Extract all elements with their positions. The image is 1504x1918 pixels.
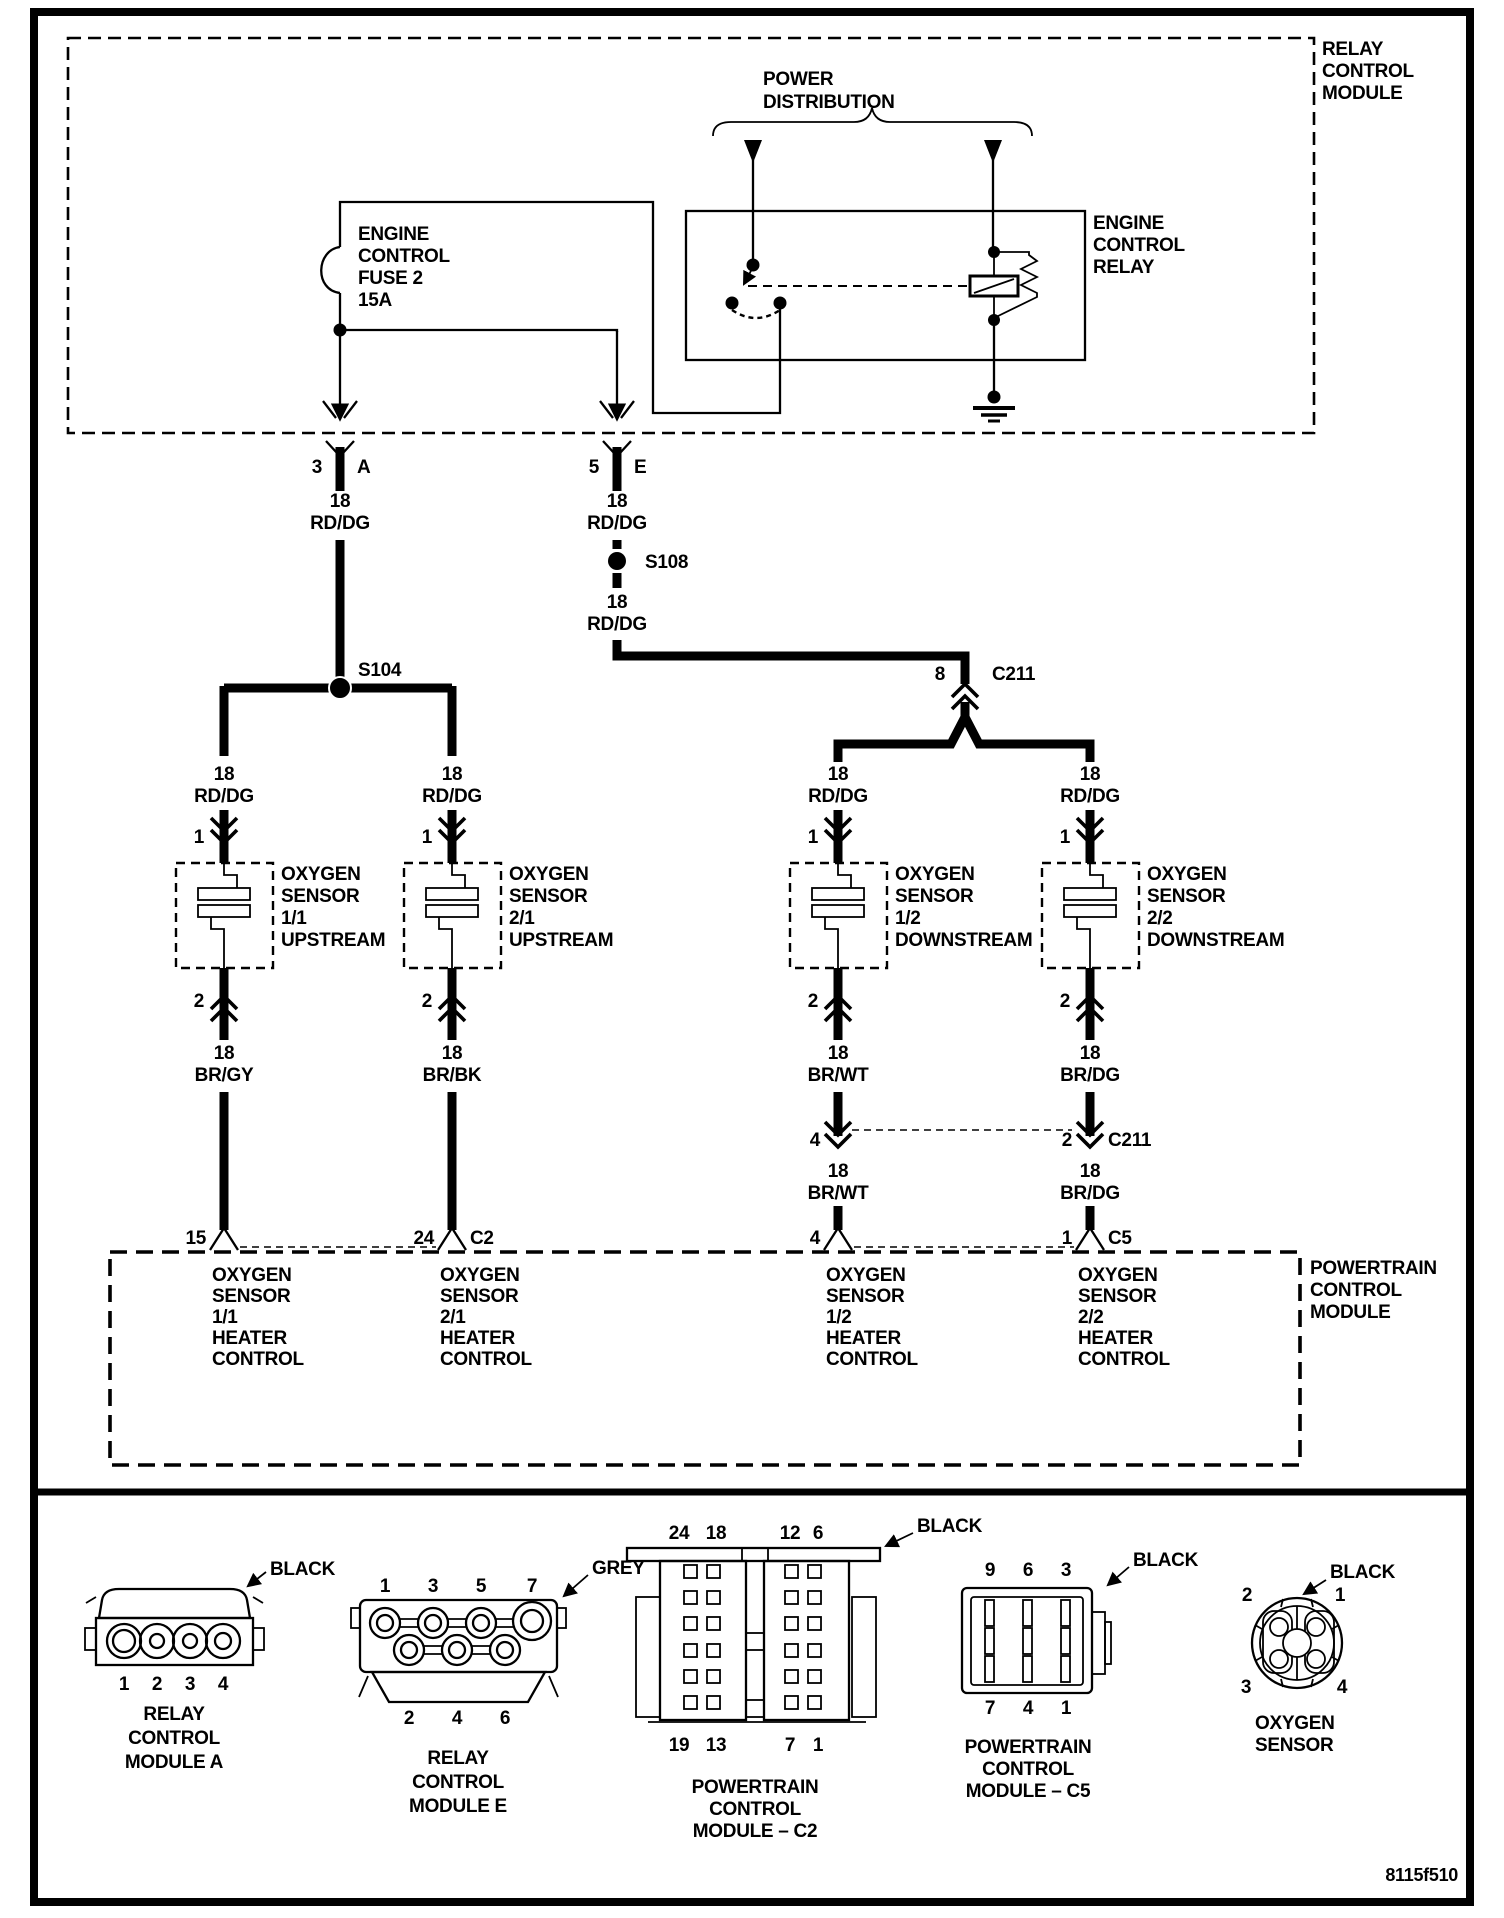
svg-text:FUSE 2: FUSE 2 (358, 268, 423, 289)
heater-element-icon (1064, 863, 1116, 968)
connector-title: RELAY (427, 1748, 489, 1769)
pcm-connector: C5 (1108, 1228, 1132, 1249)
svg-text:CONTROL: CONTROL (982, 1759, 1074, 1780)
svg-text:2/2: 2/2 (1147, 908, 1173, 929)
svg-text:2/1: 2/1 (509, 908, 535, 929)
heater-element-icon (812, 863, 864, 968)
svg-text:HEATER: HEATER (1078, 1328, 1153, 1349)
svg-text:18: 18 (213, 1043, 235, 1064)
svg-text:7: 7 (526, 1576, 538, 1597)
svg-text:18: 18 (1079, 764, 1101, 785)
relay-coil-icon (970, 246, 1037, 326)
svg-text:DOWNSTREAM: DOWNSTREAM (1147, 930, 1285, 951)
svg-text:4: 4 (217, 1674, 229, 1695)
connector-view-rcm-a (85, 1559, 336, 1773)
svg-text:OXYGEN: OXYGEN (509, 864, 589, 885)
svg-text:5: 5 (475, 1576, 487, 1597)
svg-text:RD/DG: RD/DG (194, 786, 254, 807)
svg-text:OXYGEN: OXYGEN (1078, 1265, 1158, 1286)
resistor-icon (994, 252, 1037, 318)
connector-view-pcm-c5 (962, 1550, 1199, 1802)
svg-text:RD/DG: RD/DG (808, 786, 868, 807)
connector-color-label: GREY (592, 1558, 645, 1579)
svg-text:OXYGEN: OXYGEN (826, 1265, 906, 1286)
svg-text:4: 4 (451, 1708, 463, 1729)
leader-arrow-icon (1304, 1580, 1326, 1594)
svg-text:MODULE E: MODULE E (409, 1796, 507, 1817)
connector-color-label: BLACK (917, 1516, 982, 1537)
pcm-pin: 1 (1061, 1228, 1072, 1249)
pcm-fork-icon (210, 1228, 238, 1250)
svg-text:1: 1 (1334, 1585, 1346, 1606)
pcm-pin: 24 (413, 1228, 434, 1249)
engine-control-fuse (321, 202, 780, 413)
svg-text:CONTROL: CONTROL (1322, 61, 1414, 82)
svg-text:SENSOR: SENSOR (212, 1286, 291, 1307)
svg-text:2: 2 (1241, 1585, 1253, 1606)
power-distribution-label: POWER (763, 69, 834, 90)
pin-cavity-icons (985, 1600, 1070, 1682)
svg-text:3: 3 (1240, 1677, 1252, 1698)
svg-text:HEATER: HEATER (212, 1328, 287, 1349)
svg-text:CONTROL: CONTROL (358, 246, 450, 267)
branch-o2-sensor-1-1 (176, 764, 385, 1250)
pin-number: 2 (1059, 991, 1070, 1012)
svg-text:CONTROL: CONTROL (440, 1349, 532, 1370)
heater-control-label-1-2 (826, 1265, 919, 1370)
powertrain-control-module-box (110, 1252, 1437, 1465)
connector-view-pcm-c2 (627, 1516, 983, 1842)
svg-text:RELAY: RELAY (1093, 257, 1155, 278)
heater-control-label-2-1 (440, 1265, 533, 1370)
svg-text:DISTRIBUTION: DISTRIBUTION (763, 92, 895, 113)
relay-switch-icon (726, 259, 969, 319)
svg-text:6: 6 (812, 1523, 824, 1544)
svg-text:OXYGEN: OXYGEN (1147, 864, 1227, 885)
svg-text:18: 18 (827, 1043, 849, 1064)
svg-text:9: 9 (984, 1560, 996, 1581)
svg-text:UPSTREAM: UPSTREAM (281, 930, 386, 951)
svg-text:CONTROL: CONTROL (826, 1349, 918, 1370)
svg-text:MODULE – C5: MODULE – C5 (965, 1781, 1091, 1802)
wire-e-to-c211 (587, 540, 1090, 762)
svg-text:RD/DG: RD/DG (422, 786, 482, 807)
svg-text:12: 12 (779, 1523, 801, 1544)
leader-arrow-icon (248, 1572, 266, 1586)
c211-label: C211 (1108, 1130, 1152, 1151)
ground-icon (973, 320, 1015, 421)
svg-text:1/1: 1/1 (281, 908, 307, 929)
wire-gauge: 18 (329, 491, 351, 512)
pin-number: 5 (588, 457, 599, 478)
wire-gauge: 18 (606, 491, 628, 512)
branch-o2-sensor-1-2 (790, 764, 1032, 1250)
svg-text:18: 18 (827, 764, 849, 785)
relay-control-module-box (68, 38, 1415, 433)
svg-text:13: 13 (705, 1735, 727, 1756)
svg-text:CONTROL: CONTROL (128, 1728, 220, 1749)
pcm-connector: C2 (470, 1228, 494, 1249)
relay-control-module-label: RELAY (1322, 39, 1384, 60)
svg-text:6: 6 (499, 1708, 511, 1729)
svg-text:BR/GY: BR/GY (194, 1065, 254, 1086)
svg-text:SENSOR: SENSOR (1147, 886, 1226, 907)
svg-text:18: 18 (1079, 1043, 1101, 1064)
c211-pin: 8 (934, 664, 945, 685)
pin-number: 2 (421, 991, 432, 1012)
pin-cavity-icons (107, 1624, 240, 1658)
fuse-icon (321, 247, 340, 293)
pin-cavity-icons (684, 1565, 821, 1709)
pin-number: 3 (311, 457, 322, 478)
svg-text:18: 18 (213, 764, 235, 785)
svg-text:18: 18 (441, 764, 463, 785)
svg-text:UPSTREAM: UPSTREAM (509, 930, 614, 951)
svg-text:SENSOR: SENSOR (895, 886, 974, 907)
wire-color: RD/DG (587, 614, 647, 635)
svg-text:CONTROL: CONTROL (212, 1349, 304, 1370)
wire-color: RD/DG (310, 513, 370, 534)
splice-s108-label: S108 (645, 552, 689, 573)
connector-title: RELAY (143, 1704, 205, 1725)
svg-text:2/2: 2/2 (1078, 1307, 1104, 1328)
svg-text:OXYGEN: OXYGEN (281, 864, 361, 885)
svg-text:DOWNSTREAM: DOWNSTREAM (895, 930, 1033, 951)
svg-text:7: 7 (984, 1698, 996, 1719)
wire-gauge: 18 (606, 592, 628, 613)
svg-text:BR/DG: BR/DG (1060, 1183, 1120, 1204)
power-feed-arrow-icon (744, 140, 762, 163)
svg-text:OXYGEN: OXYGEN (212, 1265, 292, 1286)
pcm-pin: 4 (809, 1228, 820, 1249)
c211-pin: 4 (809, 1130, 820, 1151)
svg-text:2: 2 (151, 1674, 163, 1695)
power-feed-arrow-icon (984, 140, 1002, 163)
rcm-connector-a (310, 331, 371, 534)
svg-text:4: 4 (1336, 1677, 1348, 1698)
c211-pin: 2 (1061, 1130, 1072, 1151)
svg-text:1/2: 1/2 (895, 908, 921, 929)
svg-text:2/1: 2/1 (440, 1307, 466, 1328)
pcm-fork-icon (824, 1228, 852, 1250)
heater-control-label-2-2 (1078, 1265, 1171, 1370)
svg-text:CONTROL: CONTROL (1078, 1349, 1170, 1370)
svg-text:BR/DG: BR/DG (1060, 1065, 1120, 1086)
connector-view-rcm-e (351, 1558, 645, 1817)
svg-text:SENSOR: SENSOR (1255, 1735, 1334, 1756)
svg-text:MODULE: MODULE (1322, 83, 1403, 104)
svg-text:MODULE: MODULE (1310, 1302, 1391, 1323)
pin-number: 1 (1059, 827, 1070, 848)
cavity-letter: A (357, 457, 371, 478)
svg-text:CONTROL: CONTROL (1310, 1280, 1402, 1301)
connector-color-label: BLACK (270, 1559, 335, 1580)
connector-title: POWERTRAIN (964, 1737, 1092, 1758)
splice-s104-dot (329, 677, 351, 699)
connector-exit-icon (323, 331, 357, 491)
pcm-pin: 15 (185, 1228, 206, 1249)
svg-text:SENSOR: SENSOR (440, 1286, 519, 1307)
svg-text:BR/WT: BR/WT (807, 1183, 869, 1204)
leader-arrow-icon (886, 1533, 913, 1546)
svg-text:19: 19 (668, 1735, 690, 1756)
svg-text:6: 6 (1022, 1560, 1034, 1581)
branch-o2-sensor-2-1 (404, 764, 613, 1250)
svg-text:18: 18 (827, 1161, 849, 1182)
pin-number: 2 (807, 991, 818, 1012)
heater-element-icon (198, 863, 250, 968)
svg-text:1: 1 (812, 1735, 824, 1756)
svg-text:4: 4 (1022, 1698, 1034, 1719)
power-distribution (713, 69, 1032, 265)
svg-text:SENSOR: SENSOR (826, 1286, 905, 1307)
svg-text:1/1: 1/1 (212, 1307, 238, 1328)
svg-text:HEATER: HEATER (826, 1328, 901, 1349)
svg-text:MODULE A: MODULE A (124, 1752, 224, 1773)
splice-s104-label: S104 (358, 660, 402, 681)
svg-text:18: 18 (1079, 1161, 1101, 1182)
svg-text:1: 1 (1060, 1698, 1072, 1719)
engine-control-relay (686, 211, 1186, 421)
engine-control-relay-label: ENGINE (1093, 213, 1165, 234)
powertrain-control-module-label: POWERTRAIN (1310, 1258, 1437, 1279)
svg-text:CONTROL: CONTROL (709, 1799, 801, 1820)
svg-text:1: 1 (118, 1674, 130, 1695)
pin-number: 1 (421, 827, 432, 848)
svg-text:1: 1 (379, 1576, 391, 1597)
document-id: 8115f510 (1385, 1865, 1458, 1885)
splice-s108-dot (608, 552, 626, 570)
svg-text:15A: 15A (358, 290, 392, 311)
connector-color-label: BLACK (1133, 1550, 1198, 1571)
svg-text:BR/BK: BR/BK (422, 1065, 482, 1086)
svg-text:HEATER: HEATER (440, 1328, 515, 1349)
svg-text:CONTROL: CONTROL (412, 1772, 504, 1793)
pin-number: 1 (193, 827, 204, 848)
wire-a-to-s104 (224, 540, 452, 756)
svg-text:SENSOR: SENSOR (281, 886, 360, 907)
svg-text:3: 3 (1060, 1560, 1072, 1581)
svg-text:3: 3 (427, 1576, 439, 1597)
brace-icon (713, 108, 1032, 136)
pin-cavity-icons (370, 1602, 551, 1665)
svg-text:24: 24 (668, 1523, 690, 1544)
connector-title: OXYGEN (1255, 1713, 1335, 1734)
leader-arrow-icon (564, 1575, 588, 1596)
heater-control-label-1-1 (212, 1265, 305, 1370)
svg-text:SENSOR: SENSOR (509, 886, 588, 907)
pcm-fork-icon (438, 1228, 466, 1250)
svg-text:1/2: 1/2 (826, 1307, 852, 1328)
svg-text:2: 2 (403, 1708, 415, 1729)
pin-number: 1 (807, 827, 818, 848)
svg-text:CONTROL: CONTROL (1093, 235, 1185, 256)
cavity-letter: E (634, 457, 647, 478)
heater-element-icon (426, 863, 478, 968)
svg-text:7: 7 (784, 1735, 796, 1756)
leader-arrow-icon (1108, 1567, 1129, 1585)
wire-color: RD/DG (587, 513, 647, 534)
svg-text:MODULE – C2: MODULE – C2 (692, 1821, 818, 1842)
svg-text:3: 3 (184, 1674, 196, 1695)
rcm-connector-e (587, 331, 647, 534)
connector-color-label: BLACK (1330, 1562, 1395, 1583)
pin-number: 2 (193, 991, 204, 1012)
svg-text:18: 18 (705, 1523, 727, 1544)
svg-text:SENSOR: SENSOR (1078, 1286, 1157, 1307)
svg-text:BR/WT: BR/WT (807, 1065, 869, 1086)
fuse-label: ENGINE (358, 224, 430, 245)
pcm-fork-icon (1076, 1228, 1104, 1250)
connector-exit-icon (600, 331, 634, 491)
c211-label: C211 (992, 664, 1036, 685)
connector-view-o2-sensor (1241, 1562, 1396, 1756)
svg-text:18: 18 (441, 1043, 463, 1064)
connector-title: POWERTRAIN (691, 1777, 819, 1798)
svg-text:OXYGEN: OXYGEN (440, 1265, 520, 1286)
svg-text:RD/DG: RD/DG (1060, 786, 1120, 807)
svg-text:OXYGEN: OXYGEN (895, 864, 975, 885)
branch-o2-sensor-2-2 (1042, 764, 1284, 1250)
